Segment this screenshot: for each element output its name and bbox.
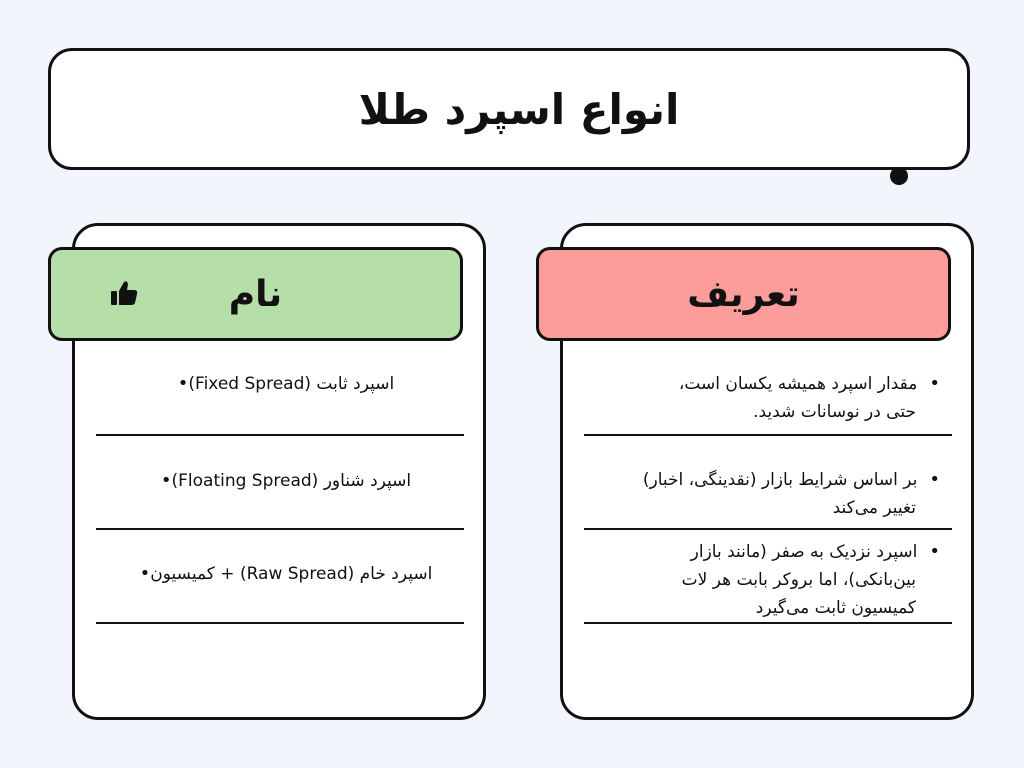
definition-header xyxy=(536,247,951,341)
list-item xyxy=(584,466,940,522)
divider xyxy=(584,622,952,624)
definition-header-label: تعریف xyxy=(687,273,800,315)
thumbs-up-icon xyxy=(109,278,139,308)
divider xyxy=(584,528,952,530)
list-item-text: اسپرد شناور (Floating Spread) xyxy=(171,471,412,491)
page-title: انواع اسپرد طلا xyxy=(358,84,680,134)
divider xyxy=(584,434,952,436)
list-item xyxy=(584,538,940,622)
bullet-icon: • xyxy=(160,470,172,491)
bullet-icon: • xyxy=(929,373,940,394)
title-connector-dot xyxy=(890,167,908,185)
list-item-text: اسپرد ثابت (Fixed Spread) xyxy=(188,374,395,394)
divider xyxy=(96,434,464,436)
bullet-icon: • xyxy=(929,469,940,490)
list-item-text: بر اساس شرایط بازار (نقدینگی، اخبار) xyxy=(642,470,918,490)
divider xyxy=(96,528,464,530)
list-item-text: کمیسیون ثابت می‌گیرد xyxy=(755,598,916,618)
bullet-icon: • xyxy=(929,541,940,562)
list-item-text: بین‌بانکی)، اما بروکر بابت هر لات xyxy=(681,570,916,590)
list-item-text: حتی در نوسانات شدید. xyxy=(753,402,916,422)
divider xyxy=(96,622,464,624)
bullet-icon: • xyxy=(177,373,189,394)
name-header xyxy=(48,247,463,341)
list-item xyxy=(96,370,464,398)
list-item-text: مقدار اسپرد همیشه یکسان است، xyxy=(678,374,918,394)
list-item-text: اسپرد نزدیک به صفر (مانند بازار xyxy=(690,542,918,562)
list-item xyxy=(584,370,940,426)
list-item-text: تغییر می‌کند xyxy=(832,498,916,518)
list-item xyxy=(96,560,464,588)
list-item xyxy=(96,467,464,495)
title-box xyxy=(48,48,970,170)
name-header-label: نام xyxy=(228,273,283,315)
bullet-icon: • xyxy=(139,563,151,584)
list-item-text: اسپرد خام (Raw Spread) + کمیسیون xyxy=(150,564,433,584)
